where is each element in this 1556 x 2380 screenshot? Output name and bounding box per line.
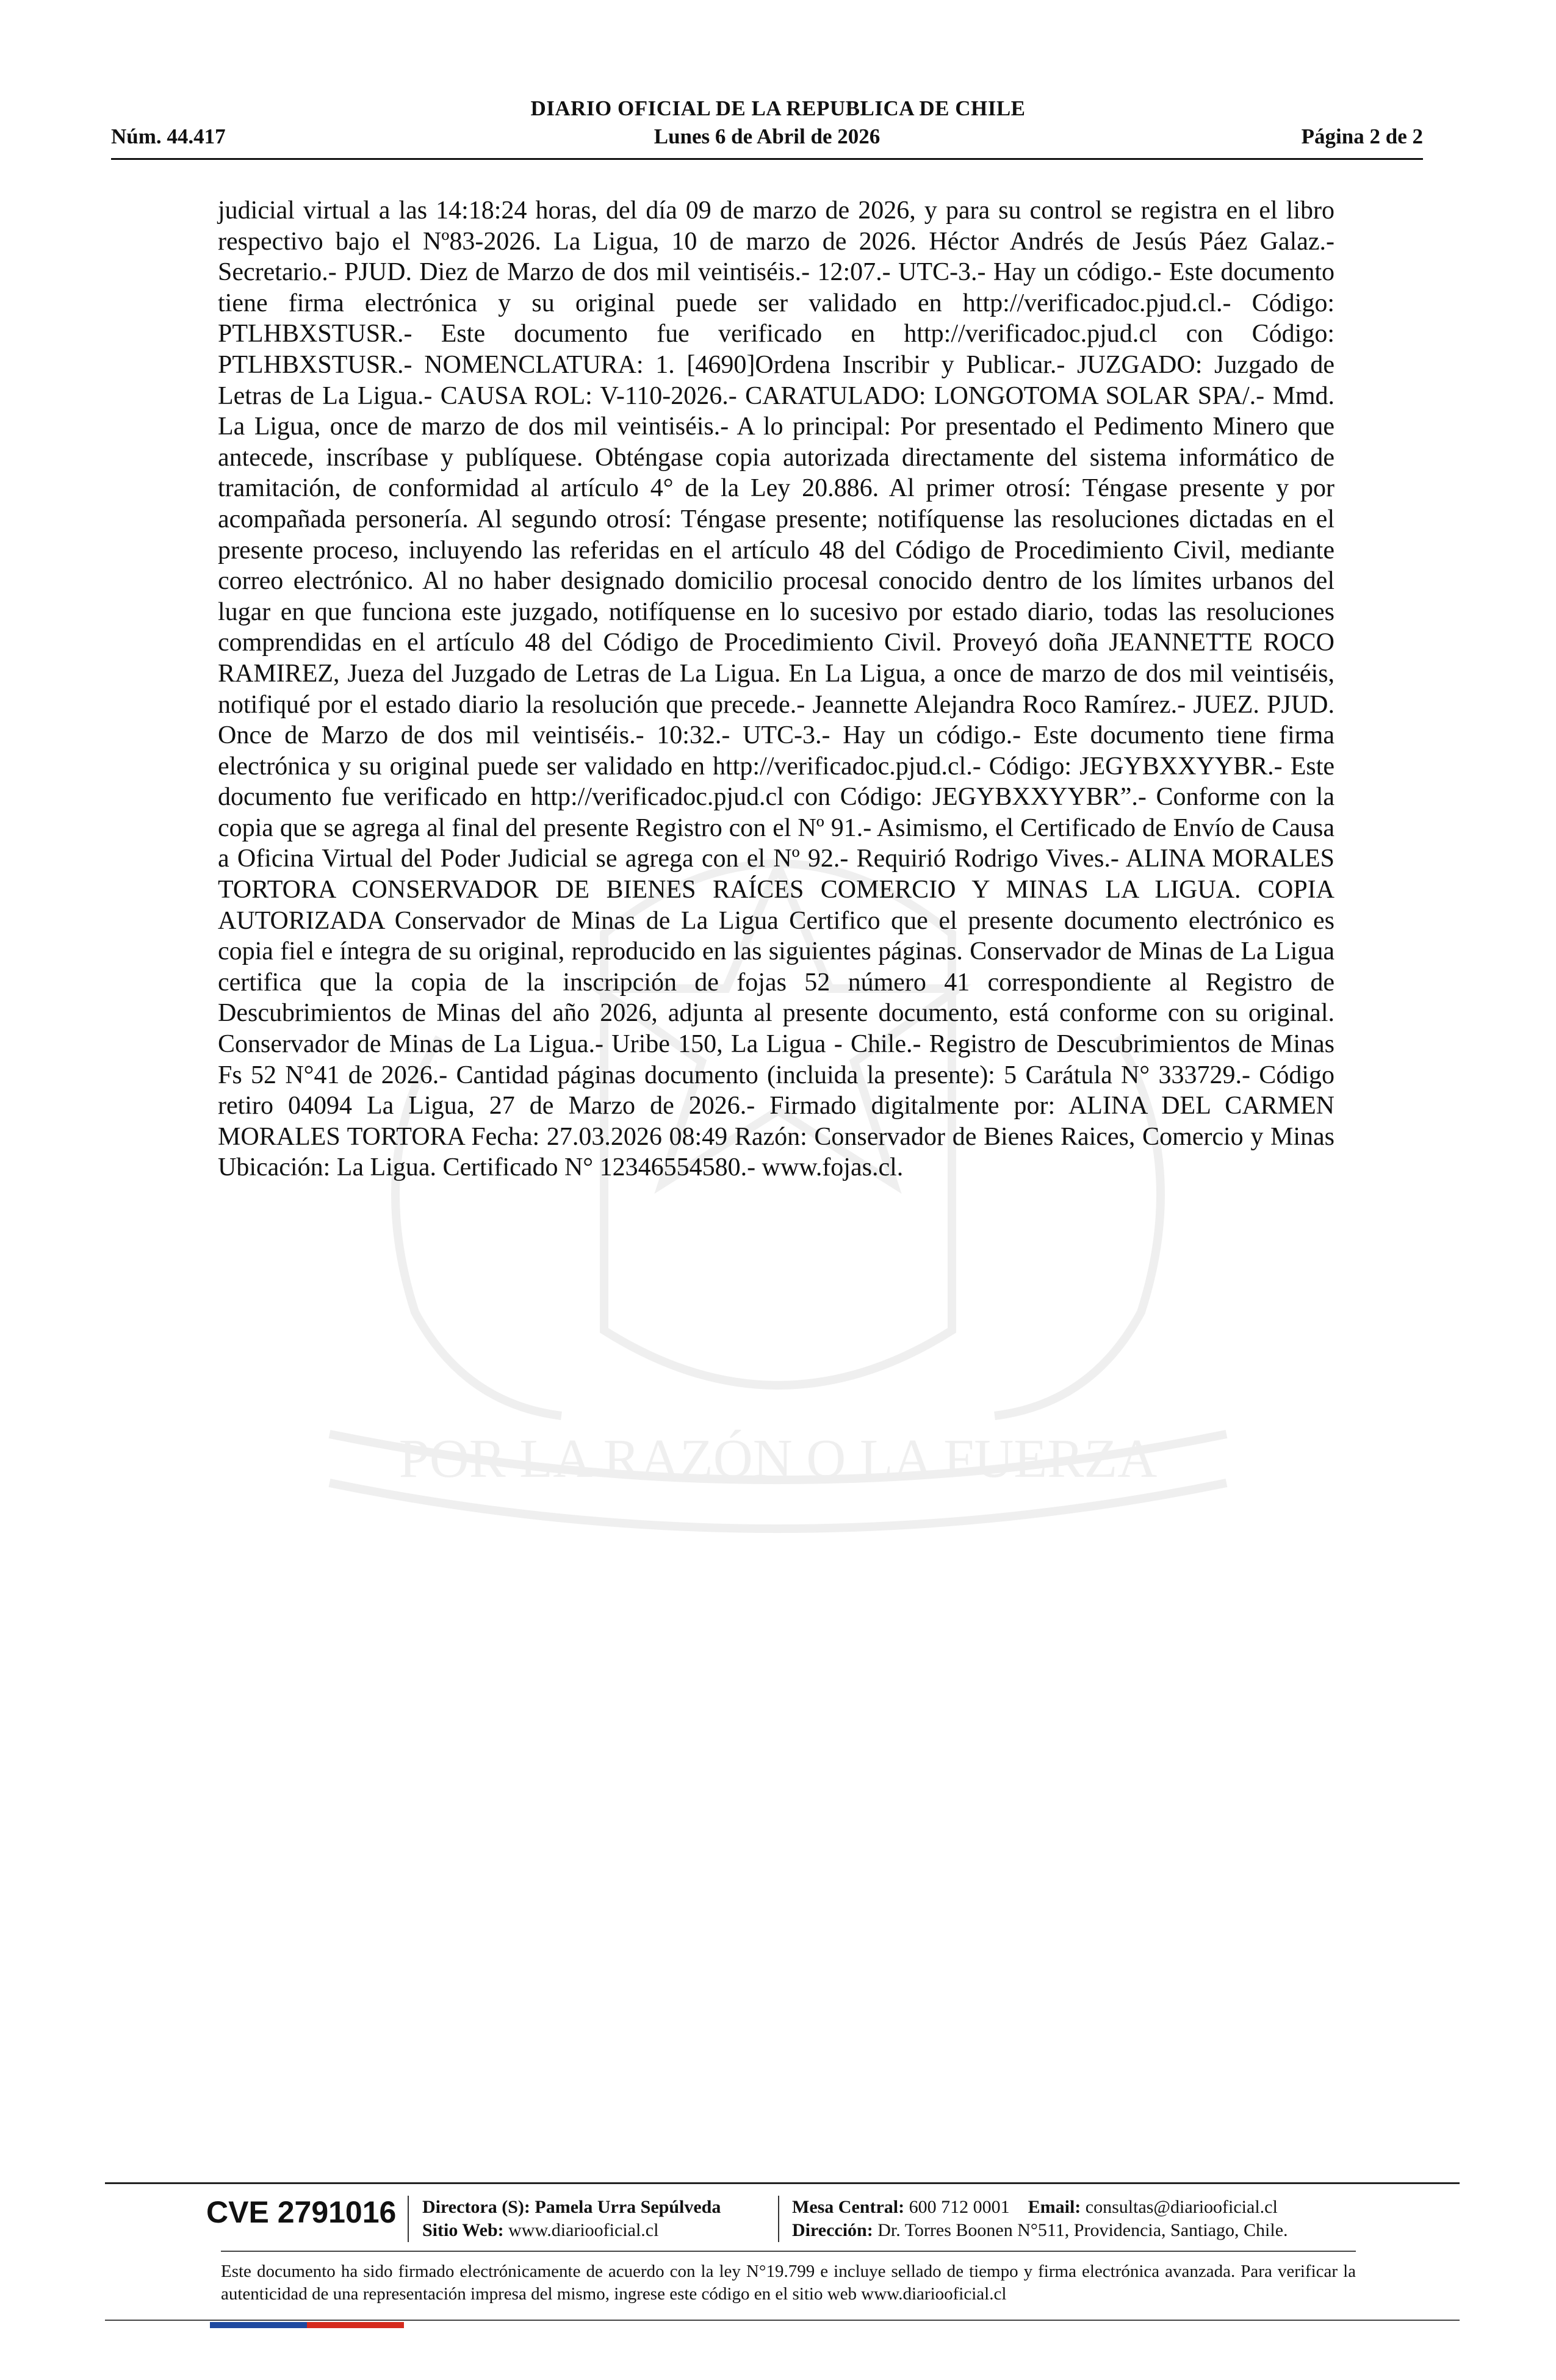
page-indicator: Página 2 de 2 bbox=[1301, 124, 1423, 148]
publication-title: DIARIO OFICIAL DE LA REPUBLICA DE CHILE bbox=[530, 96, 1026, 120]
footer-separator bbox=[408, 2196, 409, 2242]
email-label: Email: bbox=[1028, 2197, 1081, 2217]
footer-divider-top bbox=[105, 2182, 1460, 2184]
director-name: Pamela Urra Sepúlveda bbox=[535, 2197, 721, 2217]
email-link[interactable]: consultas@diariooficial.cl bbox=[1085, 2197, 1278, 2217]
header-divider bbox=[111, 158, 1423, 160]
footer-divider-mid bbox=[221, 2251, 1356, 2252]
document-body: judicial virtual a las 14:18:24 horas, del día 09 de marzo de 2026, y para su control se registra en el libro respectivo bajo el Nº83-2026. La Ligua, 10 de marzo de 2026. Héctor Andrés de Jesús Páez Galaz.- Secretario.- PJUD. Diez de Marzo de dos mil veintiséis.- 12:07.- UTC-3.- Hay un código.- Este documento tiene firma electrónica y su original puede ser validado en http://verificadoc.pjud.cl.- Código: PTLHBXSTUSR.- Este documento fue verificado en http://verificadoc.pjud.cl con Código: PTLHBXSTUSR.- NOMENCLATURA: 1. [4690]Ordena Inscribir y Publicar.- JUZGADO: Juzgado de Letras de La Ligua.- CAUSA ROL: V-110-2026.- CARATULADO: LONGOTOMA SOLAR SPA/.- Mmd. La Ligua, once de marzo de dos mil veintiséis.- A lo principal: Por presentado el Pedimento Minero que antecede, inscríbase y publíquese. Obténgase copia autorizada directamente del sistema informático de tramitación, de conformidad al artículo 4° de la Ley 20.886. Al primer otrosí: Téngase presente y por acompañada personería. Al segundo otrosí: Téngase presente; notifíquense las resoluciones dictadas en el presente proceso, incluyendo las referidas en el artículo 48 del Código de Procedimiento Civil, mediante correo electrónico. Al no haber designado domicilio procesal conocido dentro de los límites urbanos del lugar en que funciona este juzgado, notifíquense en lo sucesivo por estado diario, todas las resoluciones comprendidas en el artículo 48 del Código de Procedimiento Civil. Proveyó doña JEANNETTE ROCO RAMIREZ, Jueza del Juzgado de Letras de La Ligua. En La Ligua, a once de marzo de dos mil veintiséis, notifiqué por el estado diario la resolución que precede.- Jeannette Alejandra Roco Ramírez.- JUEZ. PJUD. Once de Marzo de dos mil veintiséis.- 10:32.- UTC-3.- Hay un código.- Este documento tiene firma electrónica y su original puede ser validado en http://verificadoc.pjud.cl.- Código: JEGYBXXYYBR.- Este documento fue verificado en http://verificadoc.pjud.cl con Código: JEGYBXXYYBR”.- Conforme con la copia que se agrega al final del presente Registro con el Nº 91.- Asimismo, el Certificado de Envío de Causa a Oficina Virtual del Poder Judicial se agrega con el Nº 92.- Requirió Rodrigo Vives.- ALINA MORALES TORTORA CONSERVADOR DE BIENES RAÍCES COMERCIO Y MINAS LA LIGUA. COPIA AUTORIZADA Conservador de Minas de La Ligua Certifico que el presente documento electrónico es copia fiel e íntegra de su original, reproducido en las siguientes páginas. Conservador de Minas de La Ligua certifica que la copia de la inscripción de fojas 52 número 41 correspondiente al Registro de Descubrimientos de Minas del año 2026, adjunta al presente documento, está conforme con su original. Conservador de Minas de La Ligua.- Uribe 150, La Ligua - Chile.- Registro de Descubrimientos de Minas Fs 52 N°41 de 2026.- Cantidad páginas documento (incluida la presente): 5 Carátula N° 333729.- Código retiro 04094 La Ligua, 27 de Marzo de 2026.- Firmado digitalmente por: ALINA DEL CARMEN MORALES TORTORA Fecha: 27.03.2026 08:49 Razón: Conservador de Bienes Raices, Comercio y Minas Ubicación: La Ligua. Certificado N° 12346554580.- www.fojas.cl. bbox=[218, 197, 1334, 1182]
director-label: Directora (S): bbox=[422, 2197, 530, 2217]
footer-divider-bottom bbox=[105, 2320, 1460, 2321]
header-row bbox=[111, 124, 1423, 151]
footer-contact-block bbox=[792, 2196, 1288, 2242]
cve-code: CVE 2791016 bbox=[206, 2195, 397, 2229]
site-link[interactable]: www.diariooficial.cl bbox=[508, 2220, 659, 2240]
legal-notice: Este documento ha sido firmado electrónicamente de acuerdo con la ley N°19.799 e incluye sellado de tiempo y firma electrónica avanzada. Para verificar la autenticidad de una representación impresa del mismo, ingrese este código en el sitio web www.diariooficial.cl bbox=[221, 2262, 1356, 2304]
watermark-motto: POR LA RAZÓN O LA FUERZA bbox=[398, 1429, 1158, 1489]
flag-stripe bbox=[210, 2322, 404, 2328]
flag-red-segment bbox=[307, 2322, 404, 2328]
address-label: Dirección: bbox=[792, 2220, 873, 2240]
mesa-label: Mesa Central: bbox=[792, 2197, 905, 2217]
footer-separator bbox=[778, 2196, 779, 2242]
footer-director-block bbox=[422, 2196, 721, 2242]
site-label: Sitio Web: bbox=[422, 2220, 504, 2240]
address-value: Dr. Torres Boonen N°511, Providencia, Santiago, Chile. bbox=[877, 2220, 1288, 2240]
issue-date: Lunes 6 de Abril de 2026 bbox=[654, 124, 881, 148]
flag-blue-segment bbox=[210, 2322, 307, 2328]
mesa-phone: 600 712 0001 bbox=[909, 2197, 1010, 2217]
issue-number: Núm. 44.417 bbox=[111, 124, 226, 148]
